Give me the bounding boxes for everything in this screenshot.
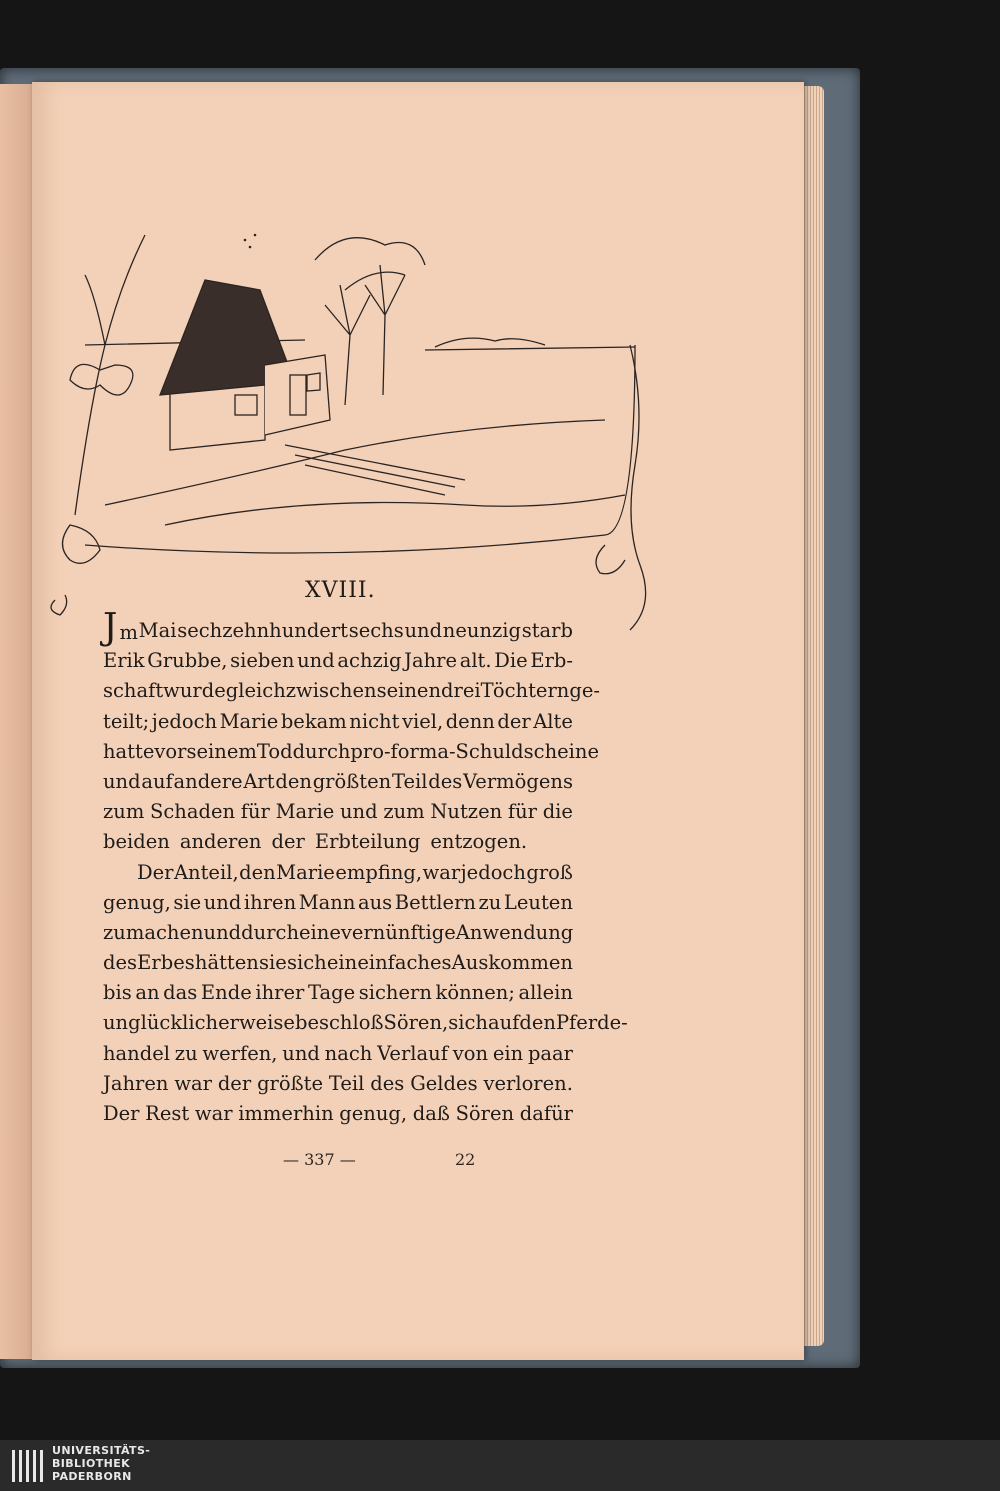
text-line xyxy=(103,767,573,797)
word: und xyxy=(203,890,242,914)
word: zwischen xyxy=(285,679,377,703)
word: Teil xyxy=(391,769,428,793)
word: vernünftige xyxy=(340,920,456,944)
word: denn xyxy=(445,709,495,733)
text-line xyxy=(103,978,573,1008)
word: Marie xyxy=(219,709,279,733)
text-line xyxy=(103,1008,628,1038)
word: andere xyxy=(173,769,243,793)
word: Art xyxy=(243,769,275,793)
word: ihren xyxy=(243,890,297,914)
word: zu xyxy=(174,1041,198,1065)
word: war xyxy=(174,1071,212,1095)
word: jedoch xyxy=(460,860,526,884)
word: können; xyxy=(435,981,515,1005)
word: Tage xyxy=(307,981,356,1005)
word: beschloß xyxy=(294,1011,384,1035)
text-line xyxy=(103,646,573,676)
word: des xyxy=(370,1071,405,1095)
text-line xyxy=(103,797,573,827)
word: hatte xyxy=(103,739,155,763)
text-line xyxy=(103,676,600,706)
text-line xyxy=(103,858,573,888)
word: Mai xyxy=(138,619,177,642)
word: Vermögens xyxy=(463,769,573,793)
word: Grubbe, xyxy=(147,649,228,673)
word: anderen xyxy=(179,830,262,854)
word: ihrer xyxy=(255,981,305,1005)
word: den xyxy=(239,860,276,884)
word: und xyxy=(404,619,443,642)
library-name-line1: UNIVERSITÄTS- xyxy=(52,1444,151,1457)
text-line xyxy=(103,827,573,857)
word: die xyxy=(542,800,573,824)
word: war xyxy=(422,860,461,884)
text-line xyxy=(103,918,573,948)
word: das xyxy=(163,981,198,1005)
word: werfen, xyxy=(202,1041,278,1065)
word: nach xyxy=(324,1041,373,1065)
word: bis xyxy=(103,981,132,1005)
text-line xyxy=(103,607,573,648)
word: sechs xyxy=(348,619,404,642)
word: sie xyxy=(173,890,202,914)
word: der xyxy=(217,1071,252,1095)
word: machen xyxy=(125,920,204,944)
word: der xyxy=(271,830,305,854)
body-text xyxy=(103,607,628,1129)
word: zu xyxy=(103,920,126,944)
word: sie xyxy=(259,951,287,975)
text-line xyxy=(103,888,573,918)
word: Verlauf xyxy=(377,1041,448,1065)
word: viel, xyxy=(401,709,444,733)
word: paar xyxy=(527,1041,573,1065)
word: Auskommen xyxy=(451,951,573,975)
word: genug, xyxy=(103,890,171,914)
word: Erbes xyxy=(137,951,195,975)
word: drei xyxy=(441,679,481,703)
word: Erbteilung xyxy=(314,830,421,854)
word: Sören xyxy=(455,1102,515,1125)
word: des xyxy=(103,951,138,975)
word: zum xyxy=(103,800,145,824)
word: groß xyxy=(526,860,573,884)
word: Nutzen xyxy=(430,800,503,824)
library-logo-icon xyxy=(10,1446,46,1486)
word: und xyxy=(340,800,378,824)
text-line xyxy=(103,948,573,978)
word: seinem xyxy=(186,739,257,763)
word: genug, xyxy=(339,1102,408,1125)
word: den xyxy=(519,1011,556,1035)
word: gleich xyxy=(225,679,286,703)
word: ein xyxy=(326,951,358,975)
word: aus xyxy=(357,890,393,914)
word: Erb- xyxy=(530,649,573,673)
text-line xyxy=(103,1069,573,1099)
word: jedoch xyxy=(151,709,218,733)
dropcap: J xyxy=(103,607,118,648)
word: sieben xyxy=(230,649,295,673)
word: Alte xyxy=(533,709,573,733)
word: und xyxy=(297,649,335,673)
word: m xyxy=(119,621,138,644)
word: auf xyxy=(141,769,173,793)
word: Anwendung xyxy=(455,920,574,944)
word: von xyxy=(452,1041,489,1065)
word: zum xyxy=(383,800,425,824)
word: eine xyxy=(299,920,341,944)
word: an xyxy=(135,981,160,1005)
word: Teil xyxy=(328,1071,365,1095)
word: Anteil, xyxy=(173,860,239,884)
word: Töchtern xyxy=(480,679,570,703)
word: Ende xyxy=(200,981,252,1005)
word: Jahre xyxy=(404,649,458,673)
word: bekam xyxy=(280,709,347,733)
word: der xyxy=(497,709,531,733)
word: Pferde- xyxy=(555,1011,628,1035)
word-group xyxy=(103,607,138,648)
word: des xyxy=(428,769,463,793)
word: seinen xyxy=(376,679,442,703)
word: Marie xyxy=(275,800,335,824)
word: schaft xyxy=(103,679,164,703)
word: war xyxy=(194,1102,233,1125)
word: daß xyxy=(412,1102,450,1125)
word: empfing, xyxy=(335,860,423,884)
word: ge- xyxy=(569,679,600,703)
word: einfaches xyxy=(357,951,452,975)
word: Rest xyxy=(145,1102,190,1125)
word: neunzig xyxy=(442,619,521,642)
word: Der xyxy=(103,1102,140,1125)
word: auf xyxy=(487,1011,520,1035)
word: und xyxy=(282,1041,320,1065)
page-number: — 337 — xyxy=(283,1150,356,1169)
text-line xyxy=(103,707,573,737)
word: Tod xyxy=(256,739,293,763)
word: Marie xyxy=(276,860,335,884)
word: handel xyxy=(103,1041,171,1065)
word: durch xyxy=(292,739,351,763)
word: für xyxy=(240,800,270,824)
word: Erik xyxy=(103,649,145,673)
text-line xyxy=(103,1099,573,1129)
word: hätten xyxy=(194,951,259,975)
word: ein xyxy=(492,1041,524,1065)
word: achzig xyxy=(337,649,402,673)
word: entzogen. xyxy=(430,830,528,854)
word: allein xyxy=(518,981,573,1005)
word: dafür xyxy=(519,1102,573,1125)
word: sich xyxy=(448,1011,488,1035)
chapter-number: XVIII. xyxy=(305,578,376,603)
signature-mark: 22 xyxy=(455,1150,476,1169)
word: größte xyxy=(257,1071,324,1095)
word: Schaden xyxy=(150,800,236,824)
cottage-illustration xyxy=(45,205,660,635)
library-name-line3: PADERBORN xyxy=(52,1470,132,1483)
word: beiden xyxy=(103,830,170,854)
word: durch xyxy=(241,920,299,944)
word: größten xyxy=(312,769,392,793)
word: Geldes xyxy=(410,1071,478,1095)
left-page-edge xyxy=(0,84,32,1359)
word: pro-forma-Schuldscheine xyxy=(350,739,600,763)
word: sich xyxy=(286,951,327,975)
library-bar xyxy=(0,1440,1000,1491)
text-line xyxy=(103,1039,573,1069)
word: immerhin xyxy=(238,1102,334,1125)
word: Die xyxy=(494,649,528,673)
word: sichern xyxy=(358,981,432,1005)
word: unglücklicherweise xyxy=(103,1011,295,1035)
word: wurde xyxy=(163,679,226,703)
library-name xyxy=(52,1444,150,1483)
word: Mann xyxy=(298,890,356,914)
word: und xyxy=(203,920,242,944)
word: teilt; xyxy=(103,709,150,733)
word: Sören, xyxy=(383,1011,449,1035)
library-name-line2: BIBLIOTHEK xyxy=(52,1457,131,1470)
word: nicht xyxy=(349,709,400,733)
word: alt. xyxy=(459,649,492,673)
word: Leuten xyxy=(503,890,573,914)
word: vor xyxy=(154,739,187,763)
word: verloren. xyxy=(483,1071,573,1095)
word: starb xyxy=(521,619,573,642)
word: für xyxy=(507,800,537,824)
word: und xyxy=(103,769,141,793)
word: Jahren xyxy=(103,1071,169,1095)
word: den xyxy=(275,769,312,793)
word: Bettlern xyxy=(394,890,476,914)
word: Der xyxy=(137,860,174,884)
word: sechzehnhundert xyxy=(177,619,349,642)
text-line xyxy=(103,737,600,767)
word: zu xyxy=(478,890,502,914)
